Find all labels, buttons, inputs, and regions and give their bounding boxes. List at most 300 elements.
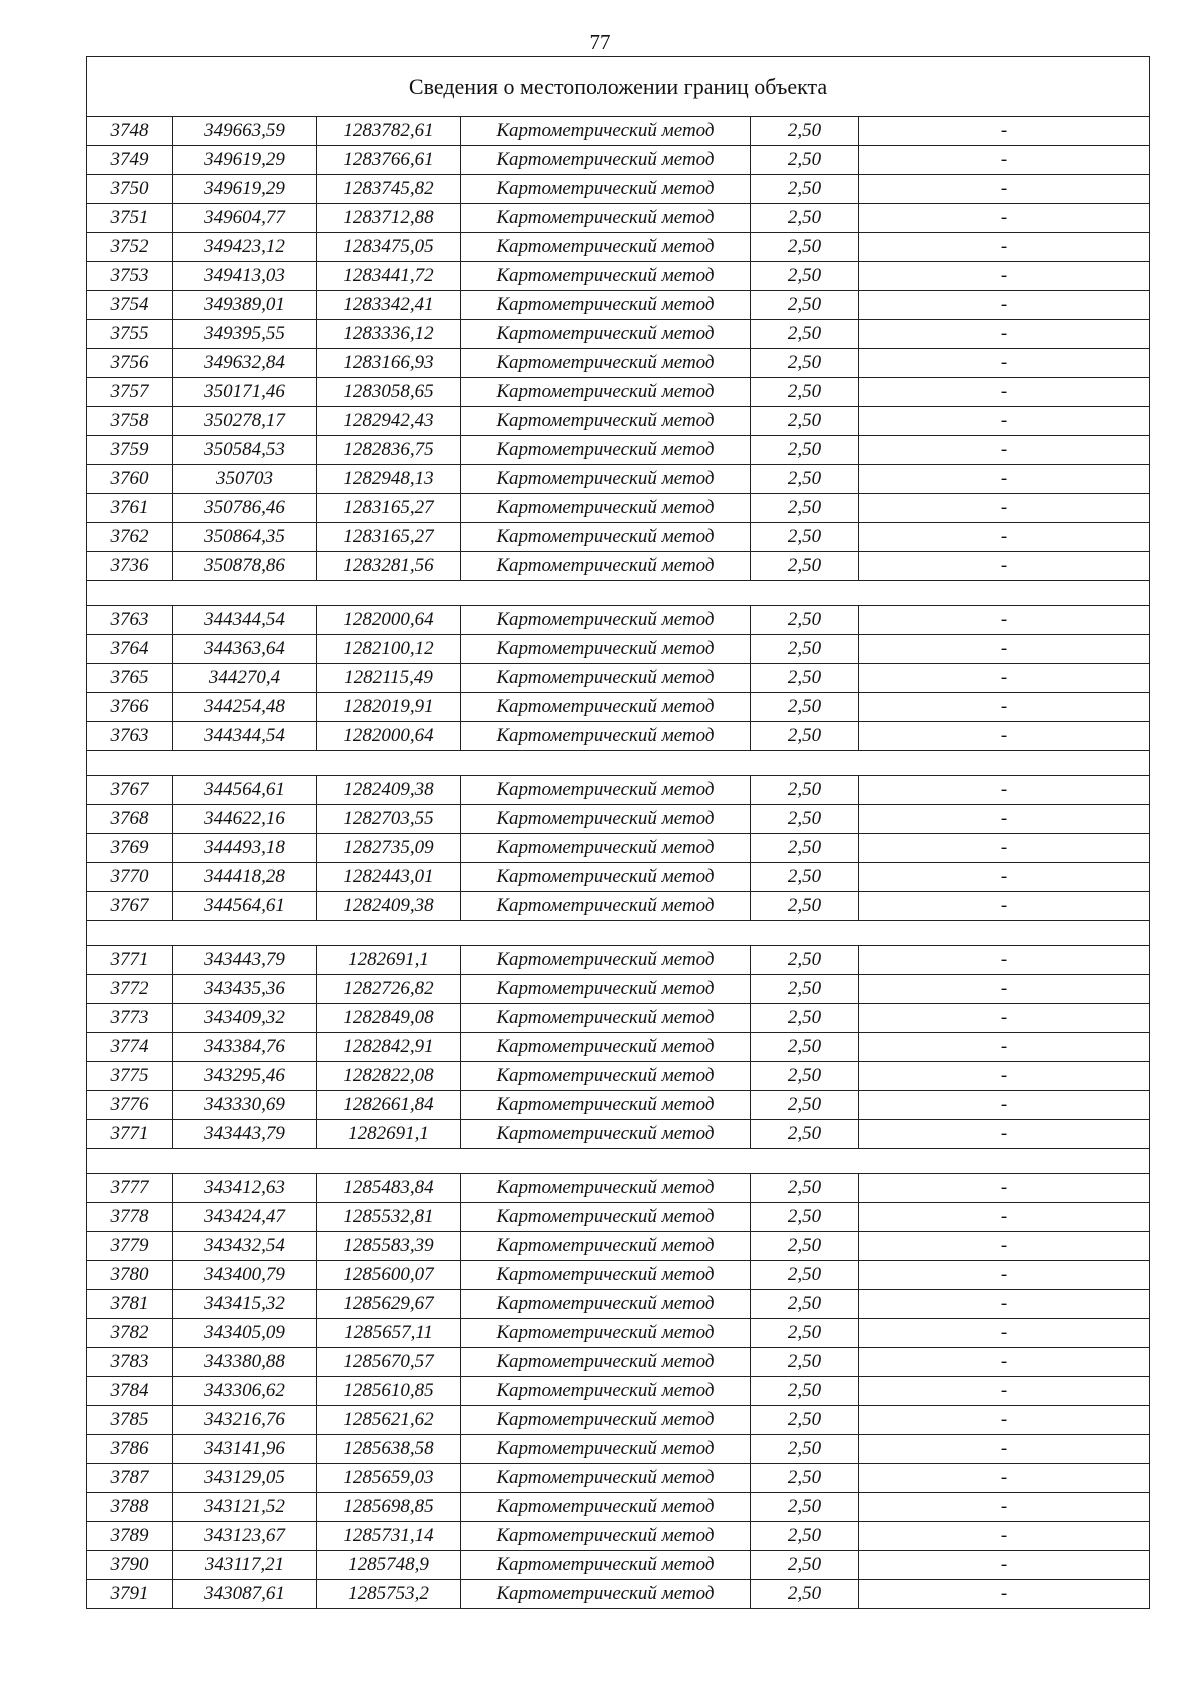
- accuracy-cell: 2,50: [751, 863, 859, 892]
- method-cell: Картометрический метод: [461, 1493, 751, 1522]
- table-row: [87, 204, 1150, 233]
- y-coordinate-cell: 1285638,58: [317, 1435, 461, 1464]
- method-cell: Картометрический метод: [461, 1348, 751, 1377]
- point-number-cell: 3776: [87, 1091, 173, 1120]
- method-cell: Картометрический метод: [461, 436, 751, 465]
- point-number-cell: 3777: [87, 1174, 173, 1203]
- point-number-cell: 3749: [87, 146, 173, 175]
- accuracy-cell: 2,50: [751, 693, 859, 722]
- y-coordinate-cell: 1282849,08: [317, 1004, 461, 1033]
- table-row: [87, 946, 1150, 975]
- table-row: [87, 175, 1150, 204]
- point-number-cell: 3787: [87, 1464, 173, 1493]
- description-cell: -: [859, 1464, 1150, 1493]
- point-number-cell: 3754: [87, 291, 173, 320]
- description-cell: -: [859, 606, 1150, 635]
- point-number-cell: 3760: [87, 465, 173, 494]
- separator-cell: [87, 921, 1150, 946]
- description-cell: -: [859, 465, 1150, 494]
- method-cell: Картометрический метод: [461, 552, 751, 581]
- accuracy-cell: 2,50: [751, 1203, 859, 1232]
- table-row: [87, 1319, 1150, 1348]
- point-number-cell: 3780: [87, 1261, 173, 1290]
- accuracy-cell: 2,50: [751, 262, 859, 291]
- x-coordinate-cell: 350786,46: [173, 494, 317, 523]
- accuracy-cell: 2,50: [751, 892, 859, 921]
- description-cell: -: [859, 1319, 1150, 1348]
- accuracy-cell: 2,50: [751, 1290, 859, 1319]
- accuracy-cell: 2,50: [751, 606, 859, 635]
- table-row: [87, 1551, 1150, 1580]
- table-row: [87, 776, 1150, 805]
- y-coordinate-cell: 1285532,81: [317, 1203, 461, 1232]
- table-row: [87, 1004, 1150, 1033]
- point-number-cell: 3761: [87, 494, 173, 523]
- x-coordinate-cell: 344493,18: [173, 834, 317, 863]
- description-cell: -: [859, 1261, 1150, 1290]
- y-coordinate-cell: 1282443,01: [317, 863, 461, 892]
- method-cell: Картометрический метод: [461, 863, 751, 892]
- method-cell: Картометрический метод: [461, 1319, 751, 1348]
- description-cell: -: [859, 1435, 1150, 1464]
- method-cell: Картометрический метод: [461, 1091, 751, 1120]
- x-coordinate-cell: 350703: [173, 465, 317, 494]
- x-coordinate-cell: 350171,46: [173, 378, 317, 407]
- table-row: [87, 1203, 1150, 1232]
- description-cell: -: [859, 1004, 1150, 1033]
- x-coordinate-cell: 343435,36: [173, 975, 317, 1004]
- description-cell: -: [859, 1493, 1150, 1522]
- x-coordinate-cell: 344344,54: [173, 722, 317, 751]
- method-cell: Картометрический метод: [461, 1377, 751, 1406]
- y-coordinate-cell: 1282836,75: [317, 436, 461, 465]
- method-cell: Картометрический метод: [461, 1062, 751, 1091]
- accuracy-cell: 2,50: [751, 1091, 859, 1120]
- point-number-cell: 3788: [87, 1493, 173, 1522]
- point-number-cell: 3763: [87, 722, 173, 751]
- method-cell: Картометрический метод: [461, 465, 751, 494]
- x-coordinate-cell: 349619,29: [173, 175, 317, 204]
- description-cell: -: [859, 805, 1150, 834]
- accuracy-cell: 2,50: [751, 1062, 859, 1091]
- y-coordinate-cell: 1282100,12: [317, 635, 461, 664]
- method-cell: Картометрический метод: [461, 1120, 751, 1149]
- y-coordinate-cell: 1282115,49: [317, 664, 461, 693]
- y-coordinate-cell: 1282000,64: [317, 722, 461, 751]
- x-coordinate-cell: 343216,76: [173, 1406, 317, 1435]
- description-cell: -: [859, 1174, 1150, 1203]
- y-coordinate-cell: 1283166,93: [317, 349, 461, 378]
- x-coordinate-cell: 343123,67: [173, 1522, 317, 1551]
- accuracy-cell: 2,50: [751, 523, 859, 552]
- table-row: [87, 1033, 1150, 1062]
- boundary-coordinates-table: [86, 56, 1150, 1609]
- y-coordinate-cell: 1282726,82: [317, 975, 461, 1004]
- point-number-cell: 3781: [87, 1290, 173, 1319]
- table-row: [87, 1348, 1150, 1377]
- accuracy-cell: 2,50: [751, 204, 859, 233]
- point-number-cell: 3770: [87, 863, 173, 892]
- point-number-cell: 3764: [87, 635, 173, 664]
- y-coordinate-cell: 1285583,39: [317, 1232, 461, 1261]
- description-cell: -: [859, 1290, 1150, 1319]
- description-cell: -: [859, 1232, 1150, 1261]
- table-row: [87, 378, 1150, 407]
- accuracy-cell: 2,50: [751, 552, 859, 581]
- x-coordinate-cell: 343380,88: [173, 1348, 317, 1377]
- point-number-cell: 3759: [87, 436, 173, 465]
- x-coordinate-cell: 350584,53: [173, 436, 317, 465]
- accuracy-cell: 2,50: [751, 436, 859, 465]
- y-coordinate-cell: 1282822,08: [317, 1062, 461, 1091]
- y-coordinate-cell: 1282019,91: [317, 693, 461, 722]
- table-row: [87, 975, 1150, 1004]
- method-cell: Картометрический метод: [461, 523, 751, 552]
- y-coordinate-cell: 1285670,57: [317, 1348, 461, 1377]
- table-row: [87, 465, 1150, 494]
- point-number-cell: 3757: [87, 378, 173, 407]
- point-number-cell: 3767: [87, 776, 173, 805]
- table-title-row: [87, 57, 1150, 117]
- description-cell: -: [859, 349, 1150, 378]
- point-number-cell: 3771: [87, 1120, 173, 1149]
- y-coordinate-cell: 1283281,56: [317, 552, 461, 581]
- table-row: [87, 1493, 1150, 1522]
- x-coordinate-cell: 349619,29: [173, 146, 317, 175]
- x-coordinate-cell: 343330,69: [173, 1091, 317, 1120]
- y-coordinate-cell: 1285731,14: [317, 1522, 461, 1551]
- y-coordinate-cell: 1283766,61: [317, 146, 461, 175]
- table-row: [87, 1091, 1150, 1120]
- x-coordinate-cell: 344622,16: [173, 805, 317, 834]
- point-number-cell: 3791: [87, 1580, 173, 1609]
- x-coordinate-cell: 343306,62: [173, 1377, 317, 1406]
- accuracy-cell: 2,50: [751, 1377, 859, 1406]
- table-row: [87, 1464, 1150, 1493]
- table-row: [87, 892, 1150, 921]
- table-row: [87, 664, 1150, 693]
- method-cell: Картометрический метод: [461, 776, 751, 805]
- method-cell: Картометрический метод: [461, 805, 751, 834]
- x-coordinate-cell: 350878,86: [173, 552, 317, 581]
- point-number-cell: 3768: [87, 805, 173, 834]
- accuracy-cell: 2,50: [751, 722, 859, 751]
- y-coordinate-cell: 1282948,13: [317, 465, 461, 494]
- table-row: [87, 1062, 1150, 1091]
- table-row: [87, 722, 1150, 751]
- description-cell: -: [859, 1580, 1150, 1609]
- description-cell: -: [859, 1203, 1150, 1232]
- table-row: [87, 863, 1150, 892]
- x-coordinate-cell: 343424,47: [173, 1203, 317, 1232]
- table-row: [87, 1290, 1150, 1319]
- method-cell: Картометрический метод: [461, 204, 751, 233]
- method-cell: Картометрический метод: [461, 946, 751, 975]
- description-cell: -: [859, 233, 1150, 262]
- accuracy-cell: 2,50: [751, 664, 859, 693]
- accuracy-cell: 2,50: [751, 834, 859, 863]
- table-row: [87, 1580, 1150, 1609]
- point-number-cell: 3758: [87, 407, 173, 436]
- accuracy-cell: 2,50: [751, 146, 859, 175]
- accuracy-cell: 2,50: [751, 117, 859, 146]
- method-cell: Картометрический метод: [461, 262, 751, 291]
- y-coordinate-cell: 1283712,88: [317, 204, 461, 233]
- method-cell: Картометрический метод: [461, 1203, 751, 1232]
- y-coordinate-cell: 1285600,07: [317, 1261, 461, 1290]
- table-row: [87, 262, 1150, 291]
- method-cell: Картометрический метод: [461, 1290, 751, 1319]
- y-coordinate-cell: 1282000,64: [317, 606, 461, 635]
- method-cell: Картометрический метод: [461, 722, 751, 751]
- y-coordinate-cell: 1282942,43: [317, 407, 461, 436]
- description-cell: -: [859, 863, 1150, 892]
- x-coordinate-cell: 344363,64: [173, 635, 317, 664]
- y-coordinate-cell: 1283336,12: [317, 320, 461, 349]
- description-cell: -: [859, 1348, 1150, 1377]
- y-coordinate-cell: 1282409,38: [317, 776, 461, 805]
- y-coordinate-cell: 1282735,09: [317, 834, 461, 863]
- accuracy-cell: 2,50: [751, 635, 859, 664]
- accuracy-cell: 2,50: [751, 320, 859, 349]
- y-coordinate-cell: 1283782,61: [317, 117, 461, 146]
- group-separator-row: [87, 1149, 1150, 1174]
- x-coordinate-cell: 349663,59: [173, 117, 317, 146]
- separator-cell: [87, 581, 1150, 606]
- method-cell: Картометрический метод: [461, 693, 751, 722]
- y-coordinate-cell: 1283165,27: [317, 494, 461, 523]
- y-coordinate-cell: 1282661,84: [317, 1091, 461, 1120]
- x-coordinate-cell: 343432,54: [173, 1232, 317, 1261]
- y-coordinate-cell: 1282691,1: [317, 1120, 461, 1149]
- table-row: [87, 320, 1150, 349]
- table-title: Сведения о местоположении границ объекта: [87, 57, 1150, 117]
- table-row: [87, 349, 1150, 378]
- point-number-cell: 3763: [87, 606, 173, 635]
- method-cell: Картометрический метод: [461, 1004, 751, 1033]
- method-cell: Картометрический метод: [461, 892, 751, 921]
- accuracy-cell: 2,50: [751, 1406, 859, 1435]
- x-coordinate-cell: 343412,63: [173, 1174, 317, 1203]
- x-coordinate-cell: 344418,28: [173, 863, 317, 892]
- point-number-cell: 3756: [87, 349, 173, 378]
- description-cell: -: [859, 722, 1150, 751]
- y-coordinate-cell: 1282691,1: [317, 946, 461, 975]
- table-row: [87, 834, 1150, 863]
- point-number-cell: 3755: [87, 320, 173, 349]
- description-cell: -: [859, 1377, 1150, 1406]
- method-cell: Картометрический метод: [461, 975, 751, 1004]
- accuracy-cell: 2,50: [751, 1435, 859, 1464]
- table-row: [87, 494, 1150, 523]
- x-coordinate-cell: 350278,17: [173, 407, 317, 436]
- accuracy-cell: 2,50: [751, 975, 859, 1004]
- point-number-cell: 3778: [87, 1203, 173, 1232]
- point-number-cell: 3774: [87, 1033, 173, 1062]
- description-cell: -: [859, 320, 1150, 349]
- y-coordinate-cell: 1283745,82: [317, 175, 461, 204]
- method-cell: Картометрический метод: [461, 606, 751, 635]
- description-cell: -: [859, 291, 1150, 320]
- y-coordinate-cell: 1283441,72: [317, 262, 461, 291]
- table-row: [87, 1406, 1150, 1435]
- table-row: [87, 606, 1150, 635]
- description-cell: -: [859, 1406, 1150, 1435]
- x-coordinate-cell: 349389,01: [173, 291, 317, 320]
- accuracy-cell: 2,50: [751, 1232, 859, 1261]
- method-cell: Картометрический метод: [461, 1406, 751, 1435]
- method-cell: Картометрический метод: [461, 1551, 751, 1580]
- description-cell: -: [859, 1551, 1150, 1580]
- method-cell: Картометрический метод: [461, 233, 751, 262]
- table-row: [87, 552, 1150, 581]
- table-row: [87, 1261, 1150, 1290]
- y-coordinate-cell: 1283058,65: [317, 378, 461, 407]
- description-cell: -: [859, 378, 1150, 407]
- y-coordinate-cell: 1285483,84: [317, 1174, 461, 1203]
- x-coordinate-cell: 344564,61: [173, 892, 317, 921]
- description-cell: -: [859, 523, 1150, 552]
- table-row: [87, 635, 1150, 664]
- method-cell: Картометрический метод: [461, 1580, 751, 1609]
- method-cell: Картометрический метод: [461, 349, 751, 378]
- point-number-cell: 3785: [87, 1406, 173, 1435]
- description-cell: -: [859, 946, 1150, 975]
- y-coordinate-cell: 1285698,85: [317, 1493, 461, 1522]
- group-separator-row: [87, 751, 1150, 776]
- accuracy-cell: 2,50: [751, 1174, 859, 1203]
- point-number-cell: 3766: [87, 693, 173, 722]
- point-number-cell: 3771: [87, 946, 173, 975]
- description-cell: -: [859, 664, 1150, 693]
- description-cell: -: [859, 1062, 1150, 1091]
- description-cell: -: [859, 635, 1150, 664]
- accuracy-cell: 2,50: [751, 1120, 859, 1149]
- method-cell: Картометрический метод: [461, 1522, 751, 1551]
- table-row: [87, 146, 1150, 175]
- method-cell: Картометрический метод: [461, 494, 751, 523]
- table-row: [87, 1377, 1150, 1406]
- x-coordinate-cell: 344344,54: [173, 606, 317, 635]
- x-coordinate-cell: 344564,61: [173, 776, 317, 805]
- accuracy-cell: 2,50: [751, 1551, 859, 1580]
- x-coordinate-cell: 344254,48: [173, 693, 317, 722]
- method-cell: Картометрический метод: [461, 378, 751, 407]
- table-row: [87, 407, 1150, 436]
- point-number-cell: 3775: [87, 1062, 173, 1091]
- method-cell: Картометрический метод: [461, 635, 751, 664]
- point-number-cell: 3773: [87, 1004, 173, 1033]
- method-cell: Картометрический метод: [461, 291, 751, 320]
- accuracy-cell: 2,50: [751, 1348, 859, 1377]
- description-cell: -: [859, 175, 1150, 204]
- method-cell: Картометрический метод: [461, 175, 751, 204]
- method-cell: Картометрический метод: [461, 407, 751, 436]
- x-coordinate-cell: 343415,32: [173, 1290, 317, 1319]
- description-cell: -: [859, 1033, 1150, 1062]
- table-row: [87, 117, 1150, 146]
- accuracy-cell: 2,50: [751, 776, 859, 805]
- y-coordinate-cell: 1285629,67: [317, 1290, 461, 1319]
- point-number-cell: 3765: [87, 664, 173, 693]
- description-cell: -: [859, 693, 1150, 722]
- y-coordinate-cell: 1282409,38: [317, 892, 461, 921]
- group-separator-row: [87, 921, 1150, 946]
- y-coordinate-cell: 1283342,41: [317, 291, 461, 320]
- y-coordinate-cell: 1283165,27: [317, 523, 461, 552]
- x-coordinate-cell: 343443,79: [173, 946, 317, 975]
- accuracy-cell: 2,50: [751, 175, 859, 204]
- x-coordinate-cell: 343409,32: [173, 1004, 317, 1033]
- accuracy-cell: 2,50: [751, 1464, 859, 1493]
- point-number-cell: 3772: [87, 975, 173, 1004]
- x-coordinate-cell: 343117,21: [173, 1551, 317, 1580]
- table-row: [87, 1522, 1150, 1551]
- y-coordinate-cell: 1282703,55: [317, 805, 461, 834]
- x-coordinate-cell: 343121,52: [173, 1493, 317, 1522]
- accuracy-cell: 2,50: [751, 291, 859, 320]
- x-coordinate-cell: 350864,35: [173, 523, 317, 552]
- method-cell: Картометрический метод: [461, 1232, 751, 1261]
- accuracy-cell: 2,50: [751, 1033, 859, 1062]
- accuracy-cell: 2,50: [751, 1004, 859, 1033]
- accuracy-cell: 2,50: [751, 1493, 859, 1522]
- point-number-cell: 3767: [87, 892, 173, 921]
- method-cell: Картометрический метод: [461, 146, 751, 175]
- table-row: [87, 523, 1150, 552]
- x-coordinate-cell: 343295,46: [173, 1062, 317, 1091]
- accuracy-cell: 2,50: [751, 233, 859, 262]
- x-coordinate-cell: 343443,79: [173, 1120, 317, 1149]
- separator-cell: [87, 1149, 1150, 1174]
- table-row: [87, 805, 1150, 834]
- y-coordinate-cell: 1283475,05: [317, 233, 461, 262]
- point-number-cell: 3762: [87, 523, 173, 552]
- method-cell: Картометрический метод: [461, 320, 751, 349]
- point-number-cell: 3789: [87, 1522, 173, 1551]
- method-cell: Картометрический метод: [461, 1435, 751, 1464]
- y-coordinate-cell: 1285610,85: [317, 1377, 461, 1406]
- point-number-cell: 3779: [87, 1232, 173, 1261]
- x-coordinate-cell: 343129,05: [173, 1464, 317, 1493]
- point-number-cell: 3753: [87, 262, 173, 291]
- x-coordinate-cell: 349423,12: [173, 233, 317, 262]
- description-cell: -: [859, 776, 1150, 805]
- point-number-cell: 3751: [87, 204, 173, 233]
- description-cell: -: [859, 1120, 1150, 1149]
- accuracy-cell: 2,50: [751, 1580, 859, 1609]
- description-cell: -: [859, 262, 1150, 291]
- accuracy-cell: 2,50: [751, 946, 859, 975]
- accuracy-cell: 2,50: [751, 407, 859, 436]
- point-number-cell: 3783: [87, 1348, 173, 1377]
- accuracy-cell: 2,50: [751, 349, 859, 378]
- method-cell: Картометрический метод: [461, 1464, 751, 1493]
- description-cell: -: [859, 1091, 1150, 1120]
- point-number-cell: 3752: [87, 233, 173, 262]
- point-number-cell: 3748: [87, 117, 173, 146]
- accuracy-cell: 2,50: [751, 494, 859, 523]
- table-row: [87, 693, 1150, 722]
- x-coordinate-cell: 349395,55: [173, 320, 317, 349]
- table-row: [87, 1174, 1150, 1203]
- point-number-cell: 3736: [87, 552, 173, 581]
- point-number-cell: 3786: [87, 1435, 173, 1464]
- method-cell: Картометрический метод: [461, 117, 751, 146]
- accuracy-cell: 2,50: [751, 1319, 859, 1348]
- description-cell: -: [859, 892, 1150, 921]
- table-row: [87, 1120, 1150, 1149]
